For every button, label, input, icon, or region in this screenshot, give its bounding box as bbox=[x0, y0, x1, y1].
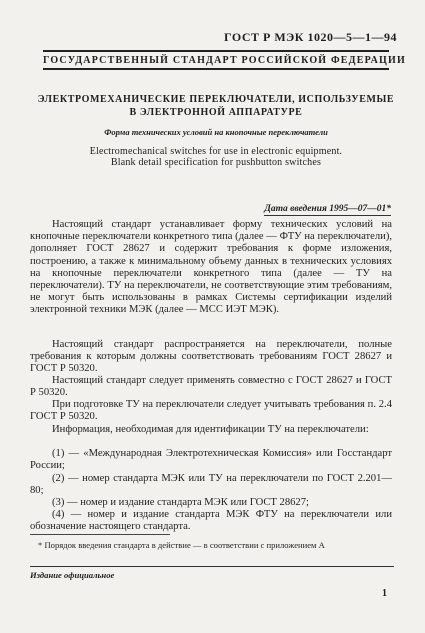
edition-label: Издание официальное bbox=[30, 570, 115, 580]
english-title-line-2: Blank detail specification for pushbutton switches bbox=[110, 157, 322, 168]
list-item-4: (4) — номер и издание стандарта МЭК ФТУ на переключатели или обозначение настоящего стандарта. bbox=[30, 509, 392, 533]
edition-divider bbox=[30, 566, 394, 567]
footnote-divider bbox=[30, 534, 170, 535]
title-line-2: В ЭЛЕКТРОННОЙ АППАРАТУРЕ bbox=[129, 107, 303, 118]
introduction-date: Дата введения 1995—07—01* bbox=[264, 204, 391, 214]
organization-banner: ГОСУДАРСТВЕННЫЙ СТАНДАРТ РОССИЙСКОЙ ФЕДЕРАЦИИ bbox=[43, 50, 389, 70]
list-item-2: (2) — номер стандарта МЭК или ТУ на переключатели по ГОСТ 2.201—80; bbox=[30, 473, 392, 497]
body-paragraph-2: Настоящий стандарт распространяется на переключатели, полные требования к которым должны соответствовать требованиям ГОСТ 28627 и ГОСТ Р 50320. bbox=[30, 339, 392, 375]
title-line-1: ЭЛЕКТРОМЕХАНИЧЕСКИЕ ПЕРЕКЛЮЧАТЕЛИ, ИСПОЛЬЗУЕМЫЕ bbox=[37, 94, 395, 105]
body-paragraph-3: Настоящий стандарт следует применять совместно с ГОСТ 28627 и ГОСТ Р 50320. bbox=[30, 375, 392, 399]
page-number: 1 bbox=[382, 588, 387, 599]
body-paragraph-1: Настоящий стандарт устанавливает форму технических условий на кнопочные переключатели конкретного типа (далее — ФТУ на переключатели), дополняет ГОСТ 28627 и содержит требования к форме изложения, построению, а также к минимальному объему данных в технических условиях на кнопочные переключатели конкретного типа (далее — ТУ на переключатели). ТУ на переключатели, не соответствующие этим требованиям, не могут быть использованы в рамках Системы сертификации изделий электронной техники МЭК (далее — МСС ИЭТ МЭК). bbox=[30, 219, 392, 316]
document-title bbox=[36, 93, 396, 119]
body-paragraph-4: При подготовке ТУ на переключатели следует учитывать требования п. 2.4 ГОСТ Р 50320. bbox=[30, 399, 392, 423]
english-title-line-1: Electromechanical switches for use in electronic equipment. bbox=[89, 146, 343, 157]
footnote: * Порядок введения стандарта в действие — в соответствии с приложением А bbox=[38, 540, 325, 550]
standard-code: ГОСТ Р МЭК 1020—5—1—94 bbox=[224, 30, 397, 44]
english-title bbox=[40, 146, 392, 168]
list-item-3: (3) — номер и издание стандарта МЭК или ГОСТ 28627; bbox=[52, 497, 309, 508]
document-subtitle: Форма технических условий на кнопочные переключатели bbox=[104, 127, 328, 137]
list-item-1: (1) — «Международная Электротехническая Комиссия» или Госстандарт России; bbox=[30, 448, 392, 472]
body-paragraph-5: Информация, необходимая для идентификации ТУ на переключатели: bbox=[52, 424, 369, 435]
